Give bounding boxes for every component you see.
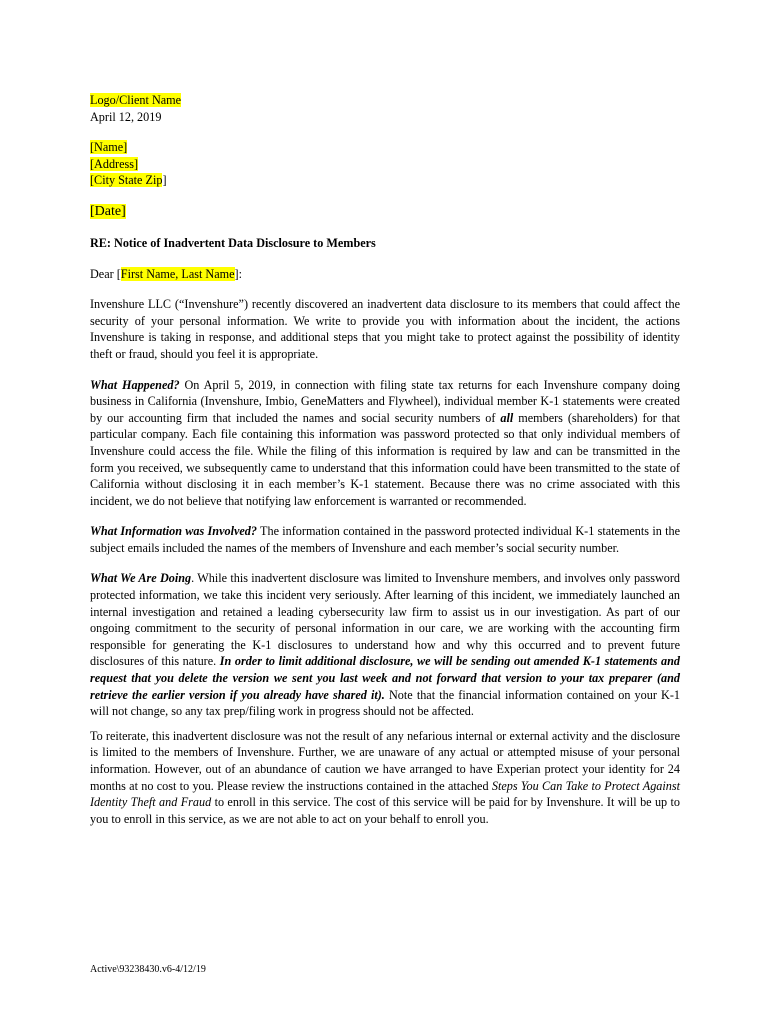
recipient-name-placeholder: First Name, Last Name bbox=[120, 266, 235, 281]
letterhead bbox=[90, 92, 680, 125]
reiterate-paragraph: To reiterate, this inadvertent disclosure was not the result of any nefarious internal or external activity and the disclosure is limited to the members of Invenshure. Further, we are unaware of any actual or attempted misuse of your personal information. However, out of an abundance of caution we have arranged to have Experian protect your identity for 24 months at no cost to you. Please review the instructions contained in the attached Steps You Can Take to Protect Against Identity Theft and Fraud to enroll in this service. The cost of this service will be paid for by Invenshure. It will be up to you to enroll in this service, as we are not able to act on your behalf to enroll you. bbox=[90, 728, 681, 826]
intro-paragraph: Invenshure LLC (“Invenshure”) recently discovered an inadvertent data disclosure to its members that could affect the security of your personal information. We write to provide you with information about the incident, the actions Invenshure is taking in response, and additional steps that you might take to protect against the possibility of identity theft or fraud, should you feel it is appropriate. bbox=[90, 297, 680, 361]
what-happened-paragraph: What Happened? On April 5, 2019, in connection with filing state tax returns for each Invenshure company doing business in California (Invenshure, Imbio, GeneMatters and Flywheel), individual member K-1 statements were created by our accounting firm that included the names and social security numbers of all members (shareholders) for that particular company. Each file containing this information was password protected so that only individual members of Invenshure could access the file. While the filing of this information is required by law and can be transmitted in the form you received, we subsequently came to understand that this information could have been transmitted to the state of California without disclosing it in each member’s K-1 statement. Because there was no crime associated with this incident, we do not believe that notifying law enforcement is warranted or recommended. bbox=[90, 377, 680, 508]
subject-line: RE: Notice of Inadvertent Data Disclosure to Members bbox=[90, 235, 376, 250]
information-involved-heading: What Information was Involved? bbox=[90, 524, 257, 539]
document-footer: Active\93238430.v6-4/12/19 bbox=[90, 964, 206, 975]
address-placeholder: [Address] bbox=[90, 156, 139, 171]
address-block: [Name] [Address] [City State Zip] bbox=[90, 140, 167, 188]
salutation: Dear [First Name, Last Name]: bbox=[90, 266, 242, 281]
logo-placeholder: Logo/Client Name bbox=[90, 93, 182, 107]
date-placeholder: [Date] bbox=[90, 203, 126, 219]
name-placeholder: [Name] bbox=[90, 140, 128, 155]
what-happened-heading: What Happened? bbox=[90, 377, 180, 392]
letter-date: April 12, 2019 bbox=[90, 109, 162, 124]
what-we-are-doing-heading: What We Are Doing bbox=[90, 571, 192, 586]
information-involved-paragraph: What Information was Involved? The information contained in the password protected individual K-1 statements in the subject emails included the names of the members of Invenshure and each member’s social security number. bbox=[90, 524, 680, 555]
what-we-are-doing-paragraph: What We Are Doing. While this inadvertent disclosure was limited to Invenshure members, and involves only password protected information, we take this incident very seriously. After learning of this incident, we immediately launched an internal investigation and retained a leading cybersecurity law firm to assist us in our investigation. As part of our ongoing commitment to the security of personal information in our care, we are working with the accounting firm responsible for generating the K-1 disclosures to understand how and why this occurred and to prevent future disclosures of this nature. In order to limit additional disclosure, we will be sending out amended K-1 statements and request that you delete the version we sent you last week and not forward that version to your tax preparer (and retrieve the earlier version if you already have shared it). Note that the financial information contained on your K-1 will not change, so any tax prep/filing work in progress should not be affected. bbox=[90, 571, 680, 719]
letter-body bbox=[90, 92, 680, 827]
city-state-zip-placeholder: [City State Zip bbox=[90, 173, 163, 188]
